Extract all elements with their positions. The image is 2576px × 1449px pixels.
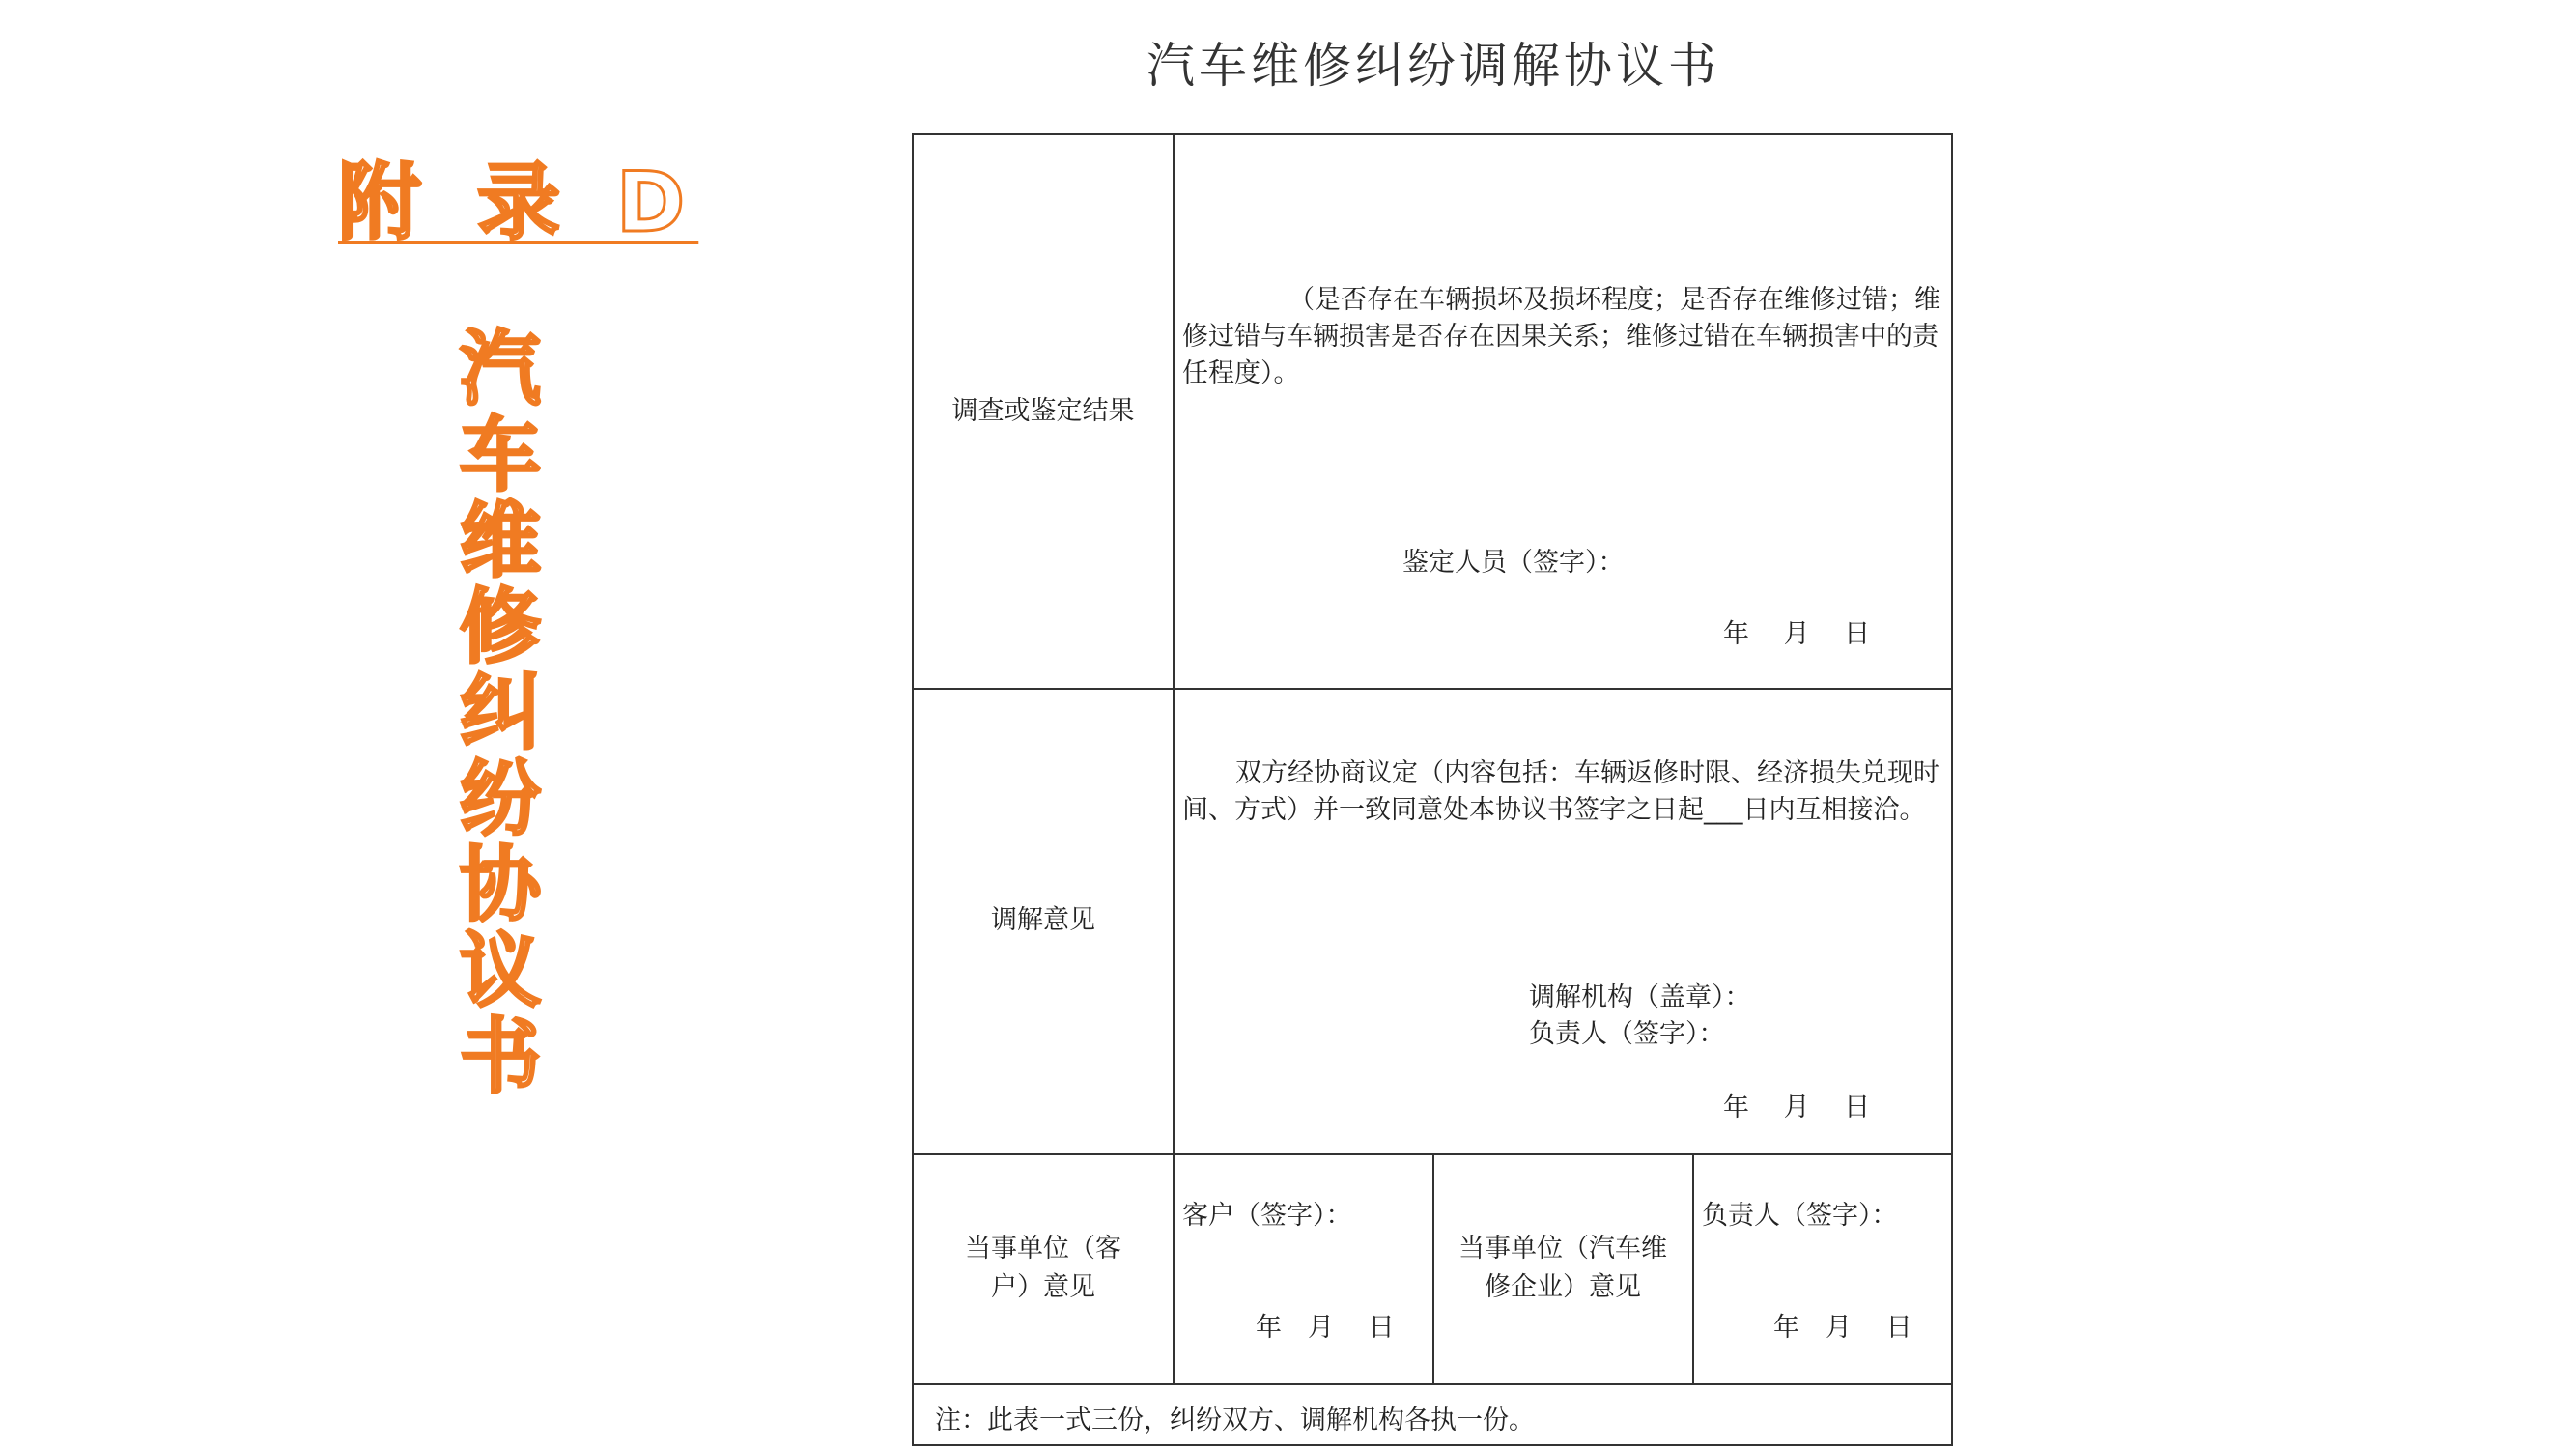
customer-signature-label: 客户（签字）： (1182, 1201, 1352, 1231)
mediation-opinion-label: 调解意见 (991, 905, 1095, 935)
appendix-label: 附 录 D (338, 155, 699, 251)
customer-signature-date: 年 月 日 (1256, 1313, 1395, 1343)
enterprise-opinion-label: 当事单位（汽车维修企业）意见 (1458, 1234, 1667, 1302)
mediation-form (912, 133, 1953, 1446)
enterprise-signature-date: 年 月 日 (1773, 1313, 1912, 1343)
appendix-vertical-title: 汽车维修纠纷协议书 (459, 322, 541, 1104)
mediation-org-seal-label: 调解机构（盖章）： (1529, 982, 1751, 1012)
form-note: 注：此表一式三份，纠纷双方、调解机构各执一份。 (935, 1406, 1535, 1435)
mediation-date: 年 月 日 (1723, 1093, 1871, 1122)
form-divider-vertical-main (1173, 135, 1175, 1383)
customer-opinion-label: 当事单位（客户）意见 (965, 1234, 1121, 1302)
enterprise-signature-label: 负责人（签字）： (1702, 1201, 1898, 1231)
document-title: 汽车维修纠纷调解协议书 (1146, 38, 1720, 94)
form-divider-horizontal-3 (914, 1383, 1951, 1385)
mediation-opinion-text: 双方经协商议定（内容包括：车辆返修时限、经济损失兑现时间、方式）并一致同意处本协议书签字之日起___日内互相接洽。 (1182, 758, 1939, 825)
form-divider-vertical-customer (1432, 1153, 1434, 1383)
investigation-result-label: 调查或鉴定结果 (951, 396, 1135, 426)
appraiser-signature-date: 年 月 日 (1723, 619, 1871, 649)
form-divider-vertical-enterprise (1692, 1153, 1694, 1383)
appraiser-signature-label: 鉴定人员（签字）： (1402, 548, 1625, 578)
mediation-person-sign-label: 负责人（签字）： (1529, 1019, 1725, 1049)
investigation-result-text: （是否存在车辆损坏及损坏程度；是否存在维修过错；维修过错与车辆损害是否存在因果关系；维修过错在车辆损害中的责任程度）。 (1182, 285, 1940, 388)
